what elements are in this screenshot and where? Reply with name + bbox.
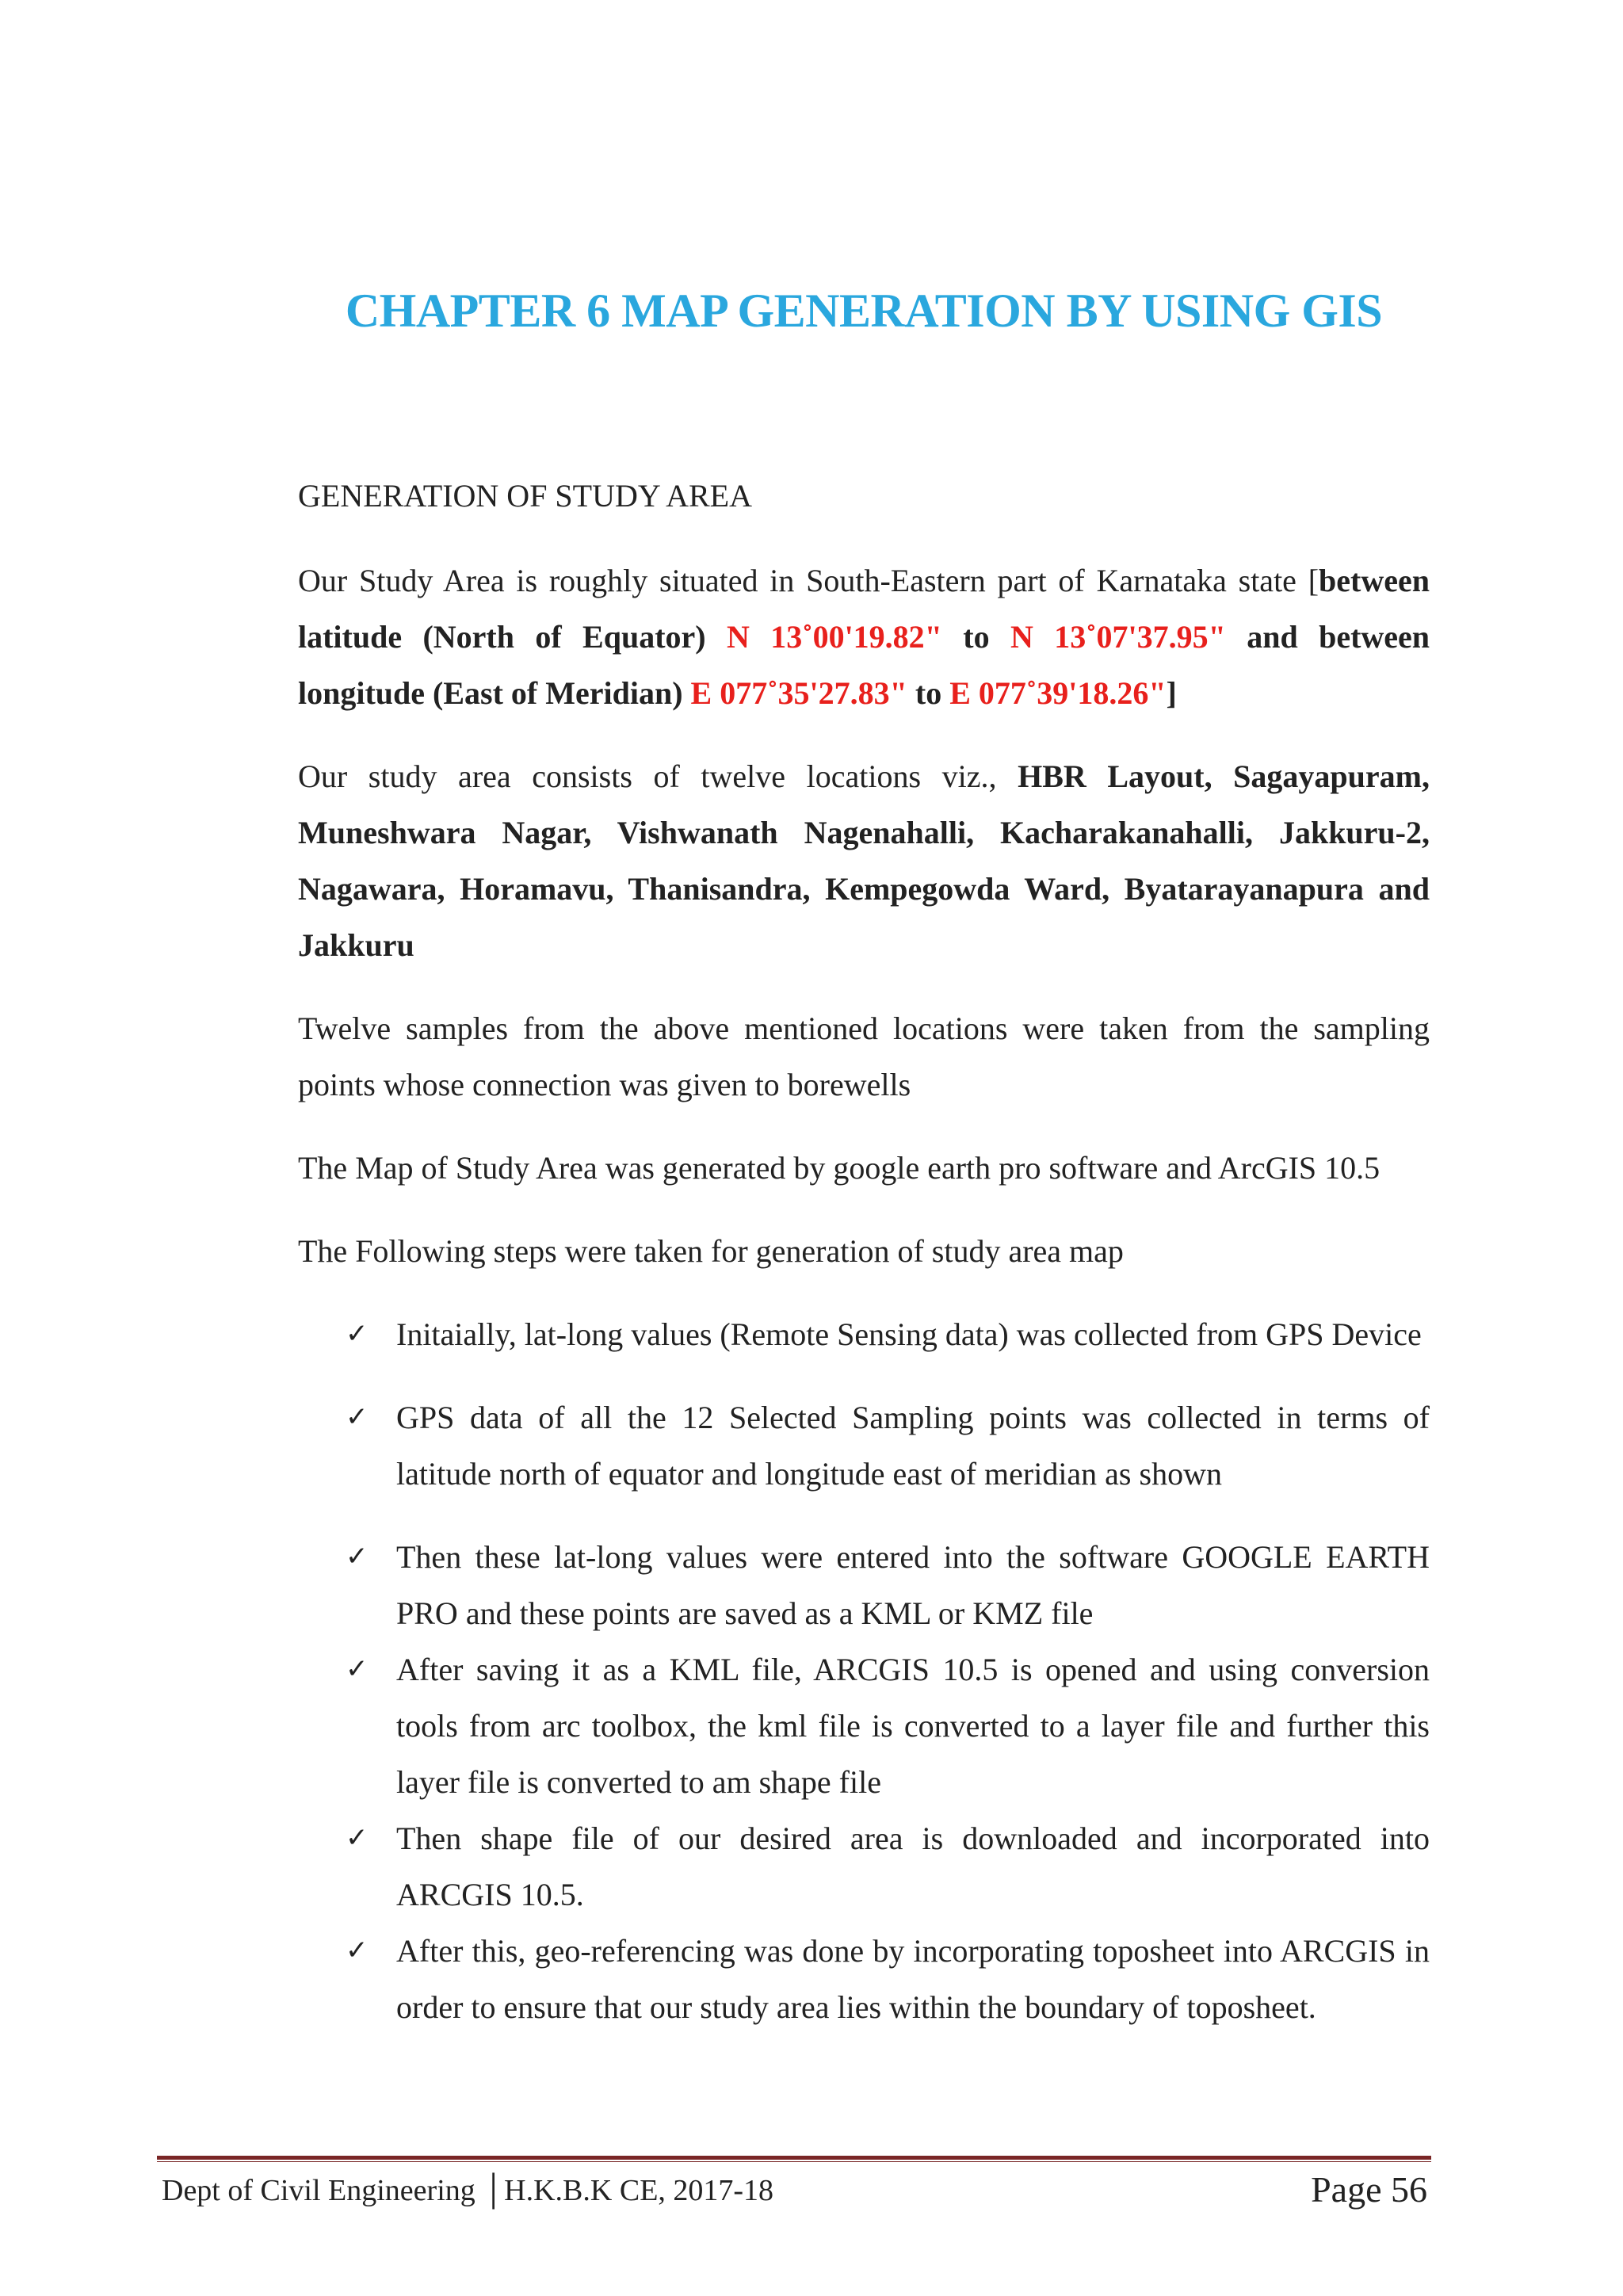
locations-paragraph [298,748,1430,973]
checkmark-icon: ✓ [346,1401,369,1433]
checkmark-icon: ✓ [346,1653,369,1685]
footer-divider [157,2156,1431,2162]
page-number: Page 56 [1311,2169,1427,2210]
latitude-start-coordinate: N 13˚00'19.82" [727,619,942,655]
study-area-location-paragraph [298,552,1430,721]
step-text: Initaially, lat-long values (Remote Sensing data) was collected from GPS Device [396,1316,1422,1352]
footer-department: Dept of Civil Engineering │H.K.B.K CE, 2017-18 [162,2174,774,2207]
step-text: GPS data of all the 12 Selected Sampling points was collected in terms of latitude north of equator and longitude east of meridian as shown [396,1400,1430,1492]
steps-intro-paragraph: The Following steps were taken for generation of study area map [298,1233,1124,1269]
checklist-item [298,1529,1430,1641]
checklist-item [298,1641,1430,1810]
page-content [298,468,1430,2035]
step-text: After this, geo-referencing was done by incorporating toposheet into ARCGIS in order to ensure that our study area lies within the boundary of toposheet. [396,1933,1430,2025]
steps-checklist [298,1306,1430,2035]
closing-bracket: ] [1166,675,1177,711]
step-text: After saving it as a KML file, ARCGIS 10.5 is opened and using conversion tools from arc toolbox, the kml file is converted to a layer file and further this layer file is converted to am shape file [396,1652,1430,1800]
checklist-item [298,1810,1430,1923]
locations-list: HBR Layout, Sagayapuram, Muneshwara Nagar, Vishwanath Nagenahalli, Kacharakanahalli, Jakkuru-2, Nagawara, Horamavu, Thanisandra, Kempegowda Ward, Byatarayanapura and Jakkuru [298,758,1430,963]
longitude-label: and between longitude (East of Meridian) [298,619,1430,711]
step-text: Then these lat-long values were entered into the software GOOGLE EARTH PRO and these points are saved as a KML or KMZ file [396,1539,1430,1631]
checkmark-icon: ✓ [346,1541,369,1572]
samples-paragraph: Twelve samples from the above mentioned locations were taken from the sampling points whose connection was given to borewells [298,1010,1430,1102]
checklist-item [298,1923,1430,2035]
para1-text: Our Study Area is roughly situated in South-Eastern part of Karnataka state [ [298,563,1319,598]
software-paragraph: The Map of Study Area was generated by google earth pro software and ArcGIS 10.5 [298,1150,1381,1186]
checklist-item [298,1389,1430,1502]
to-label: to [963,619,990,655]
longitude-end-coordinate: E 077˚39'18.26" [949,675,1167,711]
latitude-label: between latitude (North of Equator) [298,563,1430,655]
to-label-2: to [915,675,942,711]
step-text: Then shape file of our desired area is downloaded and incorporated into ARCGIS 10.5. [396,1820,1430,1912]
para2-text: Our study area consists of twelve locations viz., [298,758,1018,794]
checkmark-icon: ✓ [346,1318,369,1350]
checkmark-icon: ✓ [346,1822,369,1854]
checkmark-icon: ✓ [346,1935,369,1966]
section-heading: GENERATION OF STUDY AREA [298,478,752,514]
chapter-title: CHAPTER 6 MAP GENERATION BY USING GIS [345,285,1383,337]
longitude-start-coordinate: E 077˚35'27.83" [690,675,907,711]
checklist-item [298,1306,1430,1362]
latitude-end-coordinate: N 13˚07'37.95" [1010,619,1226,655]
